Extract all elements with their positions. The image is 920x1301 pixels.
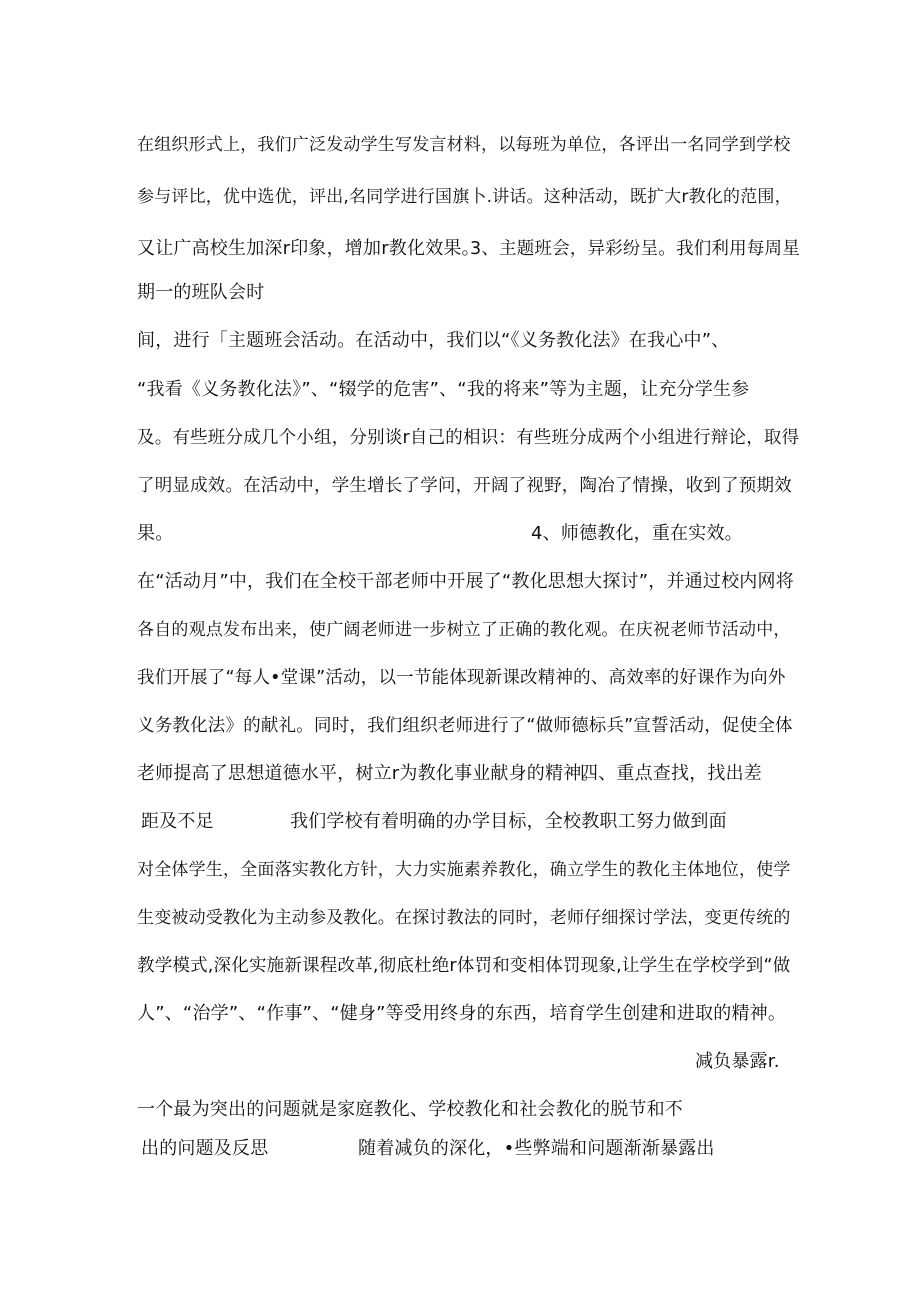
paragraph-line-4: 期一的班队会时 (137, 282, 265, 303)
paragraph-line-6: “我看《义务教化法》”、“辍学的危害”、“我的将来”等为主题，让充分学生参 (137, 379, 750, 400)
paragraph-line-22a: 出的问题及反思 (141, 1138, 269, 1159)
paragraph-line-14b: 四、重点查找，找出差 (580, 763, 762, 784)
paragraph-line-5: 间，进行「主题班会活动。在活动中，我们以“《义务教化法》在我心中”、 (137, 330, 730, 351)
paragraph-line-14a: 老师提高了思想道德水平，树立r为教化事业献身的精神。 (137, 763, 600, 784)
paragraph-line-3a: 又让广高校生加深r印象，增加r教化效果。 (137, 238, 480, 259)
paragraph-line-1: 在组织形式上，我们广泛发动学生写发言材料，以每班为单位，各评出一名同学到学校 (137, 135, 791, 155)
paragraph-line-13: 义务教化法》的献礼。同时，我们组织老师进行了“做师德标兵”宣誓活动，促使全体 (137, 716, 793, 736)
paragraph-line-17: 生变被动受教化为主动参及教化。在探讨教法的同时，老师仔细探讨学法，变更传统的 (137, 908, 791, 928)
paragraph-line-2: 参与评比，优中选优，评出,名同学进行国旗卜.讲话。这种活动，既扩大r教化的范围， (137, 187, 792, 207)
paragraph-line-9b: 4、师德教化，重在实效。 (531, 523, 743, 544)
paragraph-line-15a: 距及不足 (141, 811, 214, 832)
paragraph-line-16: 对全体学生，全面落实教化方针，大力实施素养教化，确立学生的教化主体地位，使学 (137, 860, 791, 880)
paragraph-line-21: 一个最为突出的问题就是家庭教化、学校教化和社会教化的脱节和不 (137, 1099, 683, 1120)
paragraph-line-12: 我们开展了“每人•堂课”活动，以一节能体现新课改精神的、高效率的好课作为向外 (137, 668, 786, 688)
paragraph-line-8: 了明显成效。在活动中，学生增长了学问，开阔了视野，陶冶了情操，收到了预期效 (137, 476, 792, 496)
paragraph-line-22b: 随着减负的深化，•些弊端和问题渐渐暴露出 (358, 1138, 715, 1159)
paragraph-line-19: 人”、“治学”、“作事”、“健身”等受用终身的东西，培育学生创建和进取的精神。 (137, 1003, 787, 1024)
paragraph-line-20: 减负暴露r. (695, 1051, 780, 1072)
paragraph-line-11: 各自的观点发布出来，使广阔老师进一步树立了正确的教化观。在庆祝老师节活动中， (137, 620, 791, 640)
paragraph-line-7: 及。有些班分成几个小组，分别谈r自己的相识：有些班分成两个小组进行辩论，取得 (137, 428, 800, 448)
paragraph-line-10: 在“活动月”中，我们在全校干部老师中开展了“教化思想大探讨”，并通过校内网将 (137, 571, 794, 592)
paragraph-line-3b: 3、主题班会，异彩纷呈。我们利用每周星 (470, 239, 800, 259)
paragraph-line-15b: 我们学校有着明确的办学目标，全校教职工努力做到面 (290, 811, 727, 832)
paragraph-line-9a: 果。 (137, 523, 174, 544)
paragraph-line-18: 教学模式,深化实施新课程改革,彻底杜绝r体罚和变相体罚现象,让学生在学校学到“做 (137, 956, 791, 976)
